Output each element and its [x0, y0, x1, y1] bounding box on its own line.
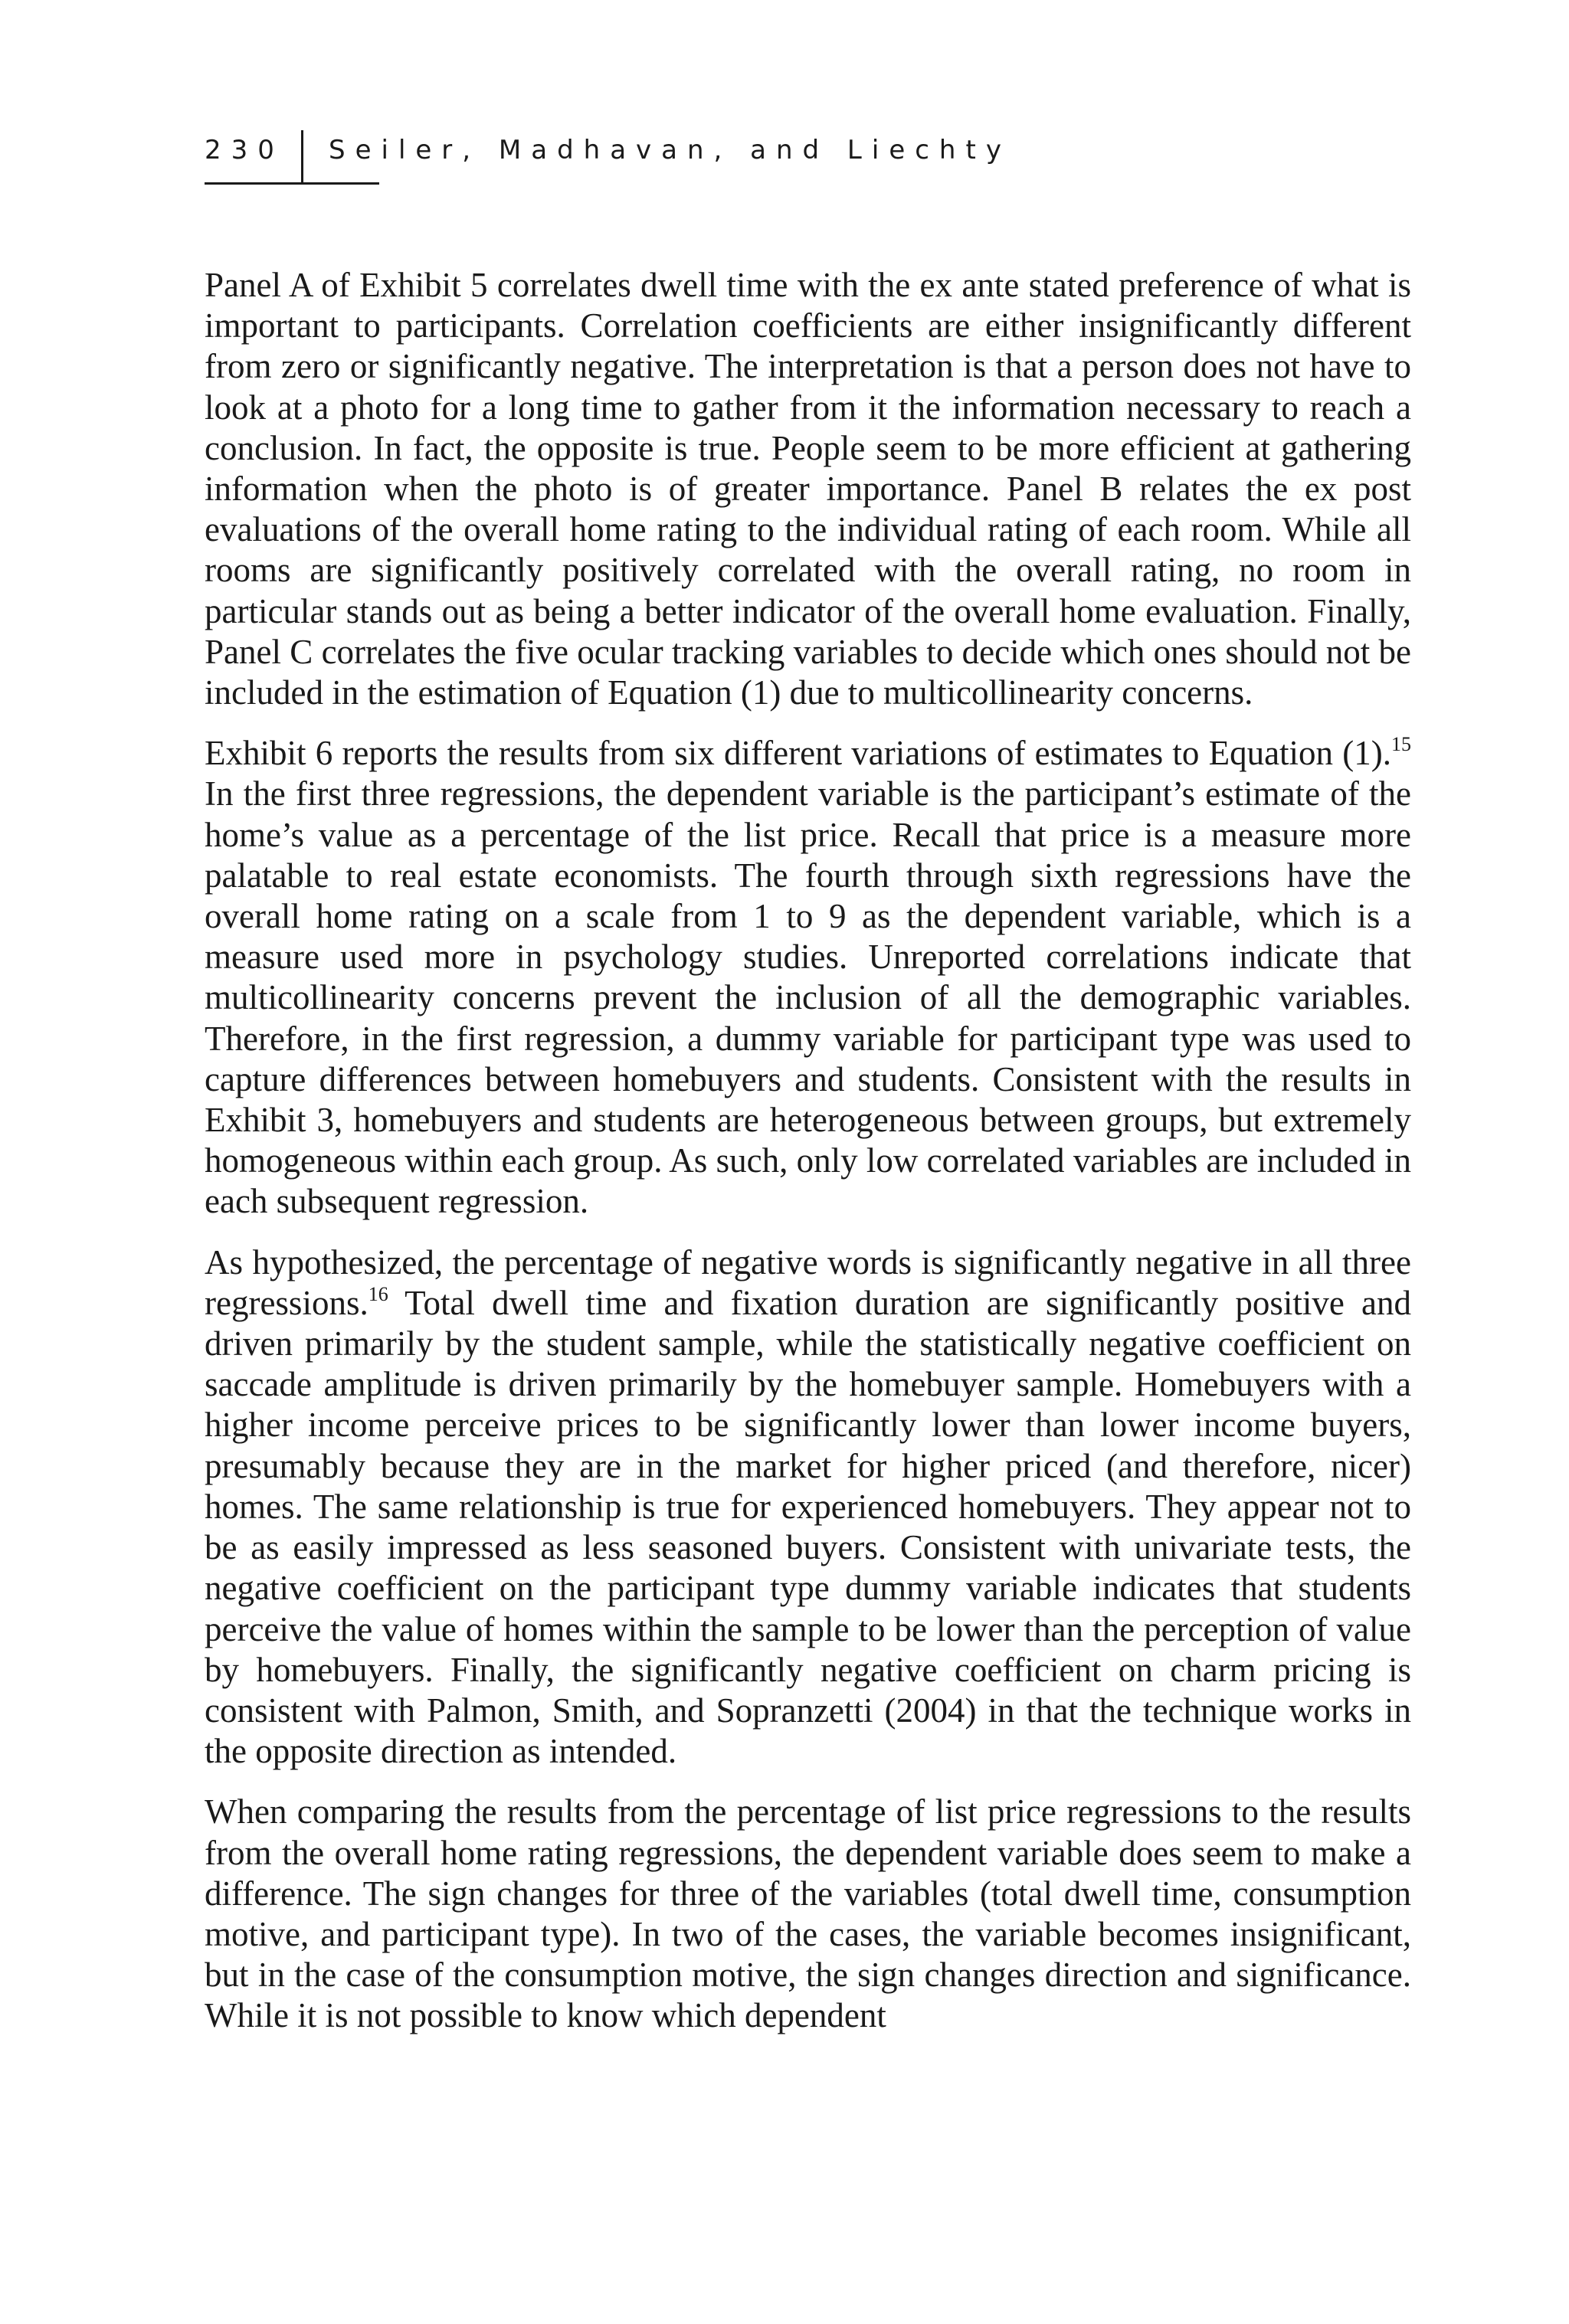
paragraph-text: In the first three regressions, the dependent variable is the participant’s estimate of the home’s value as a percentage of the list price. Recall that price is a measure more palatable to real estate economists. The fourth through sixth regressions have the overall home rating on a scale from 1 to 9 as the dependent variable, which is a measure used more in psychology studies. Unreported correlations indicate that multicollinearity concerns prevent the inclusion of all the demographic variables. Therefore, in the first regression, a dummy variable for participant type was used to capture differences between homebuyers and students. Consistent with the results in Exhibit 3, homebuyers and students are heterogeneous between groups, but extremely homogeneous within each group. As such, only low correlated variables are included in each subsequent regression.: [205, 774, 1411, 1221]
paragraph-text: Total dwell time and fixation duration are significantly positive and driven primarily by the student sample, while the statistically negative coefficient on saccade amplitude is driven primarily by the homebuyer sample. Homebuyers with a higher income perceive prices to be significantly lower than lower income buyers, presumably because they are in the market for higher priced (and therefore, nicer) homes. The same relationship is true for experienced homebuyers. They appear not to be as easily impressed as less seasoned buyers. Consistent with univariate tests, the negative coefficient on the participant type dummy variable indicates that students perceive the value of homes within the sample to be lower than the perception of value by homebuyers. Finally, the significantly negative coefficient on charm pricing is consistent with Palmon, Smith, and Sopranzetti (2004) in that the technique works in the opposite direction as intended.: [205, 1283, 1411, 1771]
paragraph-text: Exhibit 6 reports the results from six different variations of estimates to Equation (1).: [205, 734, 1391, 773]
running-header-authors: Seiler, Madhavan, and Liechty: [329, 135, 1011, 165]
page-number: 230: [205, 135, 284, 165]
paragraph-text: As hypothesized, the percentage of negative words is significantly negative in all three regressions.: [205, 1242, 1411, 1322]
paragraph-exhibit-6: [205, 733, 1411, 1222]
header-horizontal-rule: [205, 182, 379, 185]
header-vertical-rule: [301, 130, 303, 182]
footnote-ref-16[interactable]: 16: [368, 1282, 388, 1305]
paragraph-exhibit-5: Panel A of Exhibit 5 correlates dwell time with the ex ante stated preference of what is important to participants. Correlation coefficients are either insignificantly different from zero or significantly negative. The interpretation is that a person does not have to look at a photo for a long time to gather from it the information necessary to reach a conclusion. In fact, the opposite is true. People seem to be more efficient at gathering information when the photo is of greater importance. Panel B relates the ex post evaluations of the overall home rating to the individual rating of each room. While all rooms are significantly positively correlated with the overall rating, no room in particular stands out as being a better indicator of the overall home evaluation. Finally, Panel C correlates the five ocular tracking variables to decide which ones should not be included in the estimation of Equation (1) due to multicollinearity concerns.: [205, 266, 1411, 712]
article-body: [205, 265, 1411, 2057]
footnote-ref-15[interactable]: 15: [1391, 733, 1411, 756]
paragraph-comparing-results: When comparing the results from the percentage of list price regressions to the results from the overall home rating regressions, the dependent variable does seem to make a difference. The sign changes for three of the variables (total dwell time, consumption motive, and participant type). In two of the cases, the variable becomes insignificant, but in the case of the consumption motive, the sign changes direction and significance. While it is not possible to know which dependent: [205, 1792, 1411, 2035]
paragraph-hypothesized: [205, 1242, 1411, 1772]
